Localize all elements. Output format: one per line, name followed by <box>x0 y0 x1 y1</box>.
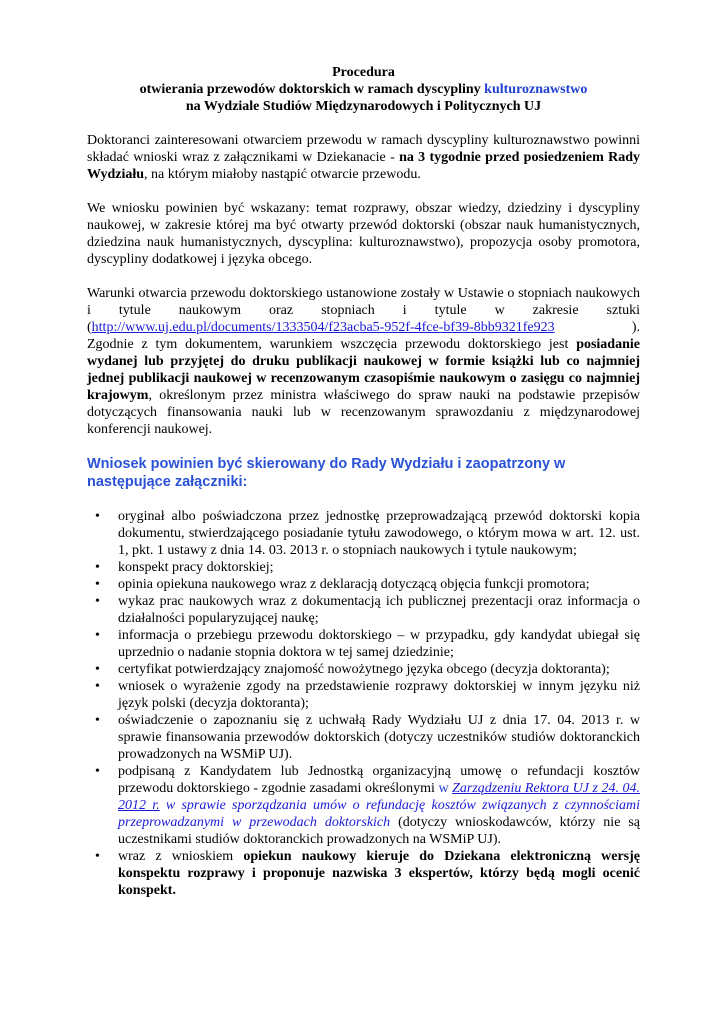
list-item-text: konspekt pracy doktorskiej; <box>118 560 274 575</box>
list-item <box>87 627 640 661</box>
list-item-text: opinia opiekuna naukowego wraz z deklaracją dotyczącą objęcia funkcji promotora; <box>118 577 590 592</box>
bullet-icon: • <box>95 662 100 677</box>
bullet-icon: • <box>95 849 100 864</box>
title-line-2-text: otwierania przewodów doktorskich w ramach dyscypliny <box>139 82 485 97</box>
supervisor-bold: opiekun naukowy kieruje do Dziekana elektroniczną wersję konspektu rozprawy i proponuje nazwiska 3 ekspertów, którzy będą mogli ocenić konspekt <box>118 849 641 898</box>
list-item <box>87 576 640 593</box>
list-item <box>87 712 640 763</box>
list-item-text: wniosek o wyrażenie zgody na przedstawienie rozprawy doktorskiej w innym języku niż język polski (decyzja doktoranta); <box>118 679 640 711</box>
bullet-icon: • <box>95 509 100 524</box>
list-item <box>87 559 640 576</box>
bullet-icon: • <box>95 594 100 609</box>
title-line-3: na Wydziale Studiów Międzynarodowych i Politycznych UJ <box>185 99 542 114</box>
supervisor-text: wraz z wnioskiem <box>118 849 244 864</box>
refund-italic-text: w sprawie sporządzania umów o refundację kosztów związanych z czynnościami przeprowadzanymi w przewodach doktorskich <box>118 798 640 830</box>
bullet-icon: • <box>95 679 100 694</box>
discipline-highlight: kulturoznawstwo <box>484 82 588 97</box>
p1-text-end: , na którym miałoby nastąpić otwarcie przewodu. <box>144 167 421 182</box>
bullet-icon: • <box>95 764 100 779</box>
list-item-text: oryginał albo poświadczona przez jednostkę przeprowadzającą przewód doktorski kopia dokumentu, stwierdzającego posiadanie tytułu zawodowego, o którym mowa w art. 12. ust. 1, pkt. 1 ustawy z dnia 14. 03. 2013 r. o stopniach naukowych i tytule naukowym; <box>118 509 640 558</box>
list-item-refund <box>87 763 640 848</box>
p1-text: Doktoranci zainteresowani otwarciem przewodu w ramach dyscypliny kulturoznawstwo powinni składać wnioski wraz z załącznikami w Dziekanacie - <box>87 133 640 165</box>
bullet-icon: • <box>95 628 100 643</box>
list-item <box>87 661 640 678</box>
attachments-list <box>87 508 640 899</box>
bullet-icon: • <box>95 713 100 728</box>
rector-order-link[interactable]: Zarządzeniu Rektora UJ z 24. 04. 2012 r. <box>118 781 640 813</box>
title-line-2 <box>87 81 640 98</box>
bullet-icon: • <box>95 560 100 575</box>
document-body <box>87 64 644 899</box>
statute-link[interactable]: http://www.uj.edu.pl/documents/1333504/f23acba5-952f-4fce-bf39-8bb9321fe923 <box>91 320 555 335</box>
refund-w: w <box>438 781 453 796</box>
paragraph-conditions <box>87 285 644 438</box>
list-item-supervisor <box>87 848 640 899</box>
list-item <box>87 508 640 559</box>
p1-deadline-bold: na 3 tygodnie przed posiedzeniem Rady Wydziału <box>87 150 640 182</box>
list-item-text: oświadczenie o zapoznaniu się z uchwałą Rady Wydziału UJ z dnia 17. 04. 2013 r. w sprawie finansowania przewodów doktorskich (dotyczy uczestników studiów doktoranckich prowadzonych na WSMiP UJ). <box>118 713 640 762</box>
list-item-text: certyfikat potwierdzający znajomość nowożytnego języka obcego (decyzja doktoranta); <box>118 662 610 677</box>
p3-text: Warunki otwarcia przewodu doktorskiego ustanowione zostały w Ustawie o stopniach naukowych i tytule naukowym oraz stopniach i tytule w zakresie sztuki ( <box>87 286 640 335</box>
p3-text-3: , określonym przez ministra właściwego do spraw nauki na podstawie przepisów dotyczących finansowania nauki lub w recenzowanym sprawozdaniu z międzynarodowej konferencji naukowej. <box>87 388 640 437</box>
title-line-1: Procedura <box>332 65 395 80</box>
supervisor-end: . <box>172 883 176 898</box>
list-item <box>87 593 640 627</box>
list-item-text: informacja o przebiegu przewodu doktorskiego – w przypadku, gdy kandydat ubiegał się uprzednio o nadanie stopnia doktora w tej samej dziedzinie; <box>118 628 640 660</box>
refund-text: podpisaną z Kandydatem lub Jednostką organizacyjną umowę o refundacji kosztów przewodu doktorskiego - zgodnie zasadami określonymi <box>118 764 640 796</box>
refund-text-end: (dotyczy wnioskodawców, którzy nie są uczestnikami studiów doktoranckich prowadzonych na WSMiP UJ). <box>118 815 641 847</box>
list-item <box>87 678 640 712</box>
document-title <box>87 64 640 115</box>
p3-requirement-bold: posiadanie wydanej lub przyjętej do druku publikacji naukowej w formie książki lub co najmniej jednej publikacji naukowej w recenzowanym czasopiśmie naukowym o zasięgu co najmniej krajowym <box>87 337 640 403</box>
list-item-text: wykaz prac naukowych wraz z dokumentacją ich publicznej prezentacji oraz informacja o działalności popularyzującej naukę; <box>118 594 640 626</box>
attachments-heading: Wniosek powinien być skierowany do Rady Wydziału i zaopatrzony w następujące załączniki: <box>87 456 566 490</box>
bullet-icon: • <box>95 577 100 592</box>
p3-text-2: ). Zgodnie z tym dokumentem, warunkiem wszczęcia przewodu doktorskiego jest <box>87 320 644 352</box>
paragraph-application-content: We wniosku powinien być wskazany: temat rozprawy, obszar wiedzy, dziedziny i dyscypliny naukowej, w zakresie której ma być otwarty przewód doktorski (obszar nauk humanistycznych, dziedzina nauk humanistycznych, dyscyplina: kulturoznawstwo), propozycja osoby promotora, dyscypliny dodatkowej i języka obcego. <box>87 201 640 267</box>
paragraph-deadline <box>87 132 640 183</box>
